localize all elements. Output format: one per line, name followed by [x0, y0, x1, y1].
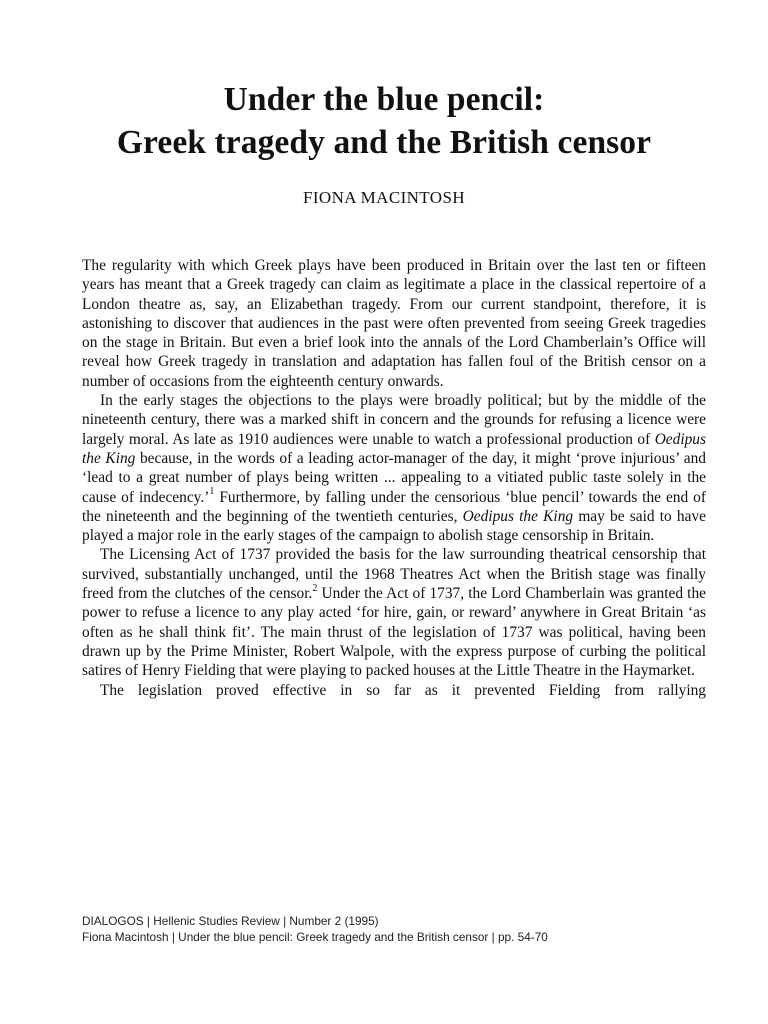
paragraph-3-text-b: Under the Act of 1737, the Lord Chamberlain was granted the power to refuse a licence to any play acted ‘for hire, gain, or reward’ anywhere in Great Britain ‘as often as he shall think fit’. The main thrust of the legislation of 1737 was political, having been drawn up by the Prime Minister, Robert Walpole, with the express purpose of curbing the political satires of Henry Fielding that were playing to packed houses at the Little Theatre in the Haymarket. — [82, 585, 706, 680]
footnote-ref-1[interactable]: 1 — [209, 486, 215, 498]
paragraph-2-text-c: Furthermore, by falling under the censorious ‘blue pencil’ towards the end of the nineteenth and the beginning of the twentieth centuries, — [82, 488, 706, 525]
play-title-italic: Oedipus the King — [462, 507, 574, 525]
footnote-ref-2[interactable]: 2 — [312, 582, 318, 594]
paragraph-2-text-b: because, in the words of a leading actor-manager of the day, it might ‘prove injurious’ and ‘lead to a great number of plays being written ... appealing to a vitiated public taste solely in the cause of indecency.’ — [82, 449, 706, 506]
page-footer — [82, 913, 722, 945]
paragraph-3 — [82, 545, 706, 680]
paragraph-4: The legislation proved effective in so far as it prevented Fielding from rallying — [100, 681, 706, 699]
title-line-1: Under the blue pencil: — [223, 81, 545, 118]
paragraph-2-text-a: In the early stages the objections to the plays were broadly political; but by the middle of the nineteenth century, there was a marked shift in concern and the grounds for refusing a licence were largely moral. As late as 1910 audiences were unable to watch a professional production of — [82, 392, 706, 448]
play-title-italic: Oedipus the King — [82, 430, 706, 467]
title-line-2: Greek tragedy and the British censor — [116, 124, 652, 161]
article-title — [40, 78, 728, 164]
paragraph-3-text-a: The Licensing Act of 1737 provided the basis for the law surrounding theatrical censorship that survived, substantially unchanged, until the 1968 Theatres Act when the British stage was finally freed from the clutches of the censor. — [82, 546, 706, 603]
journal-citation: DIALOGOS | Hellenic Studies Review | Number 2 (1995) — [82, 914, 379, 928]
author-name: FIONA MACINTOSH — [302, 188, 465, 207]
article-citation: Fiona Macintosh | Under the blue pencil: Greek tragedy and the British censor | pp. 54-70 — [82, 930, 548, 944]
paragraph-2 — [82, 391, 706, 545]
paragraph-1: The regularity with which Greek plays have been produced in Britain over the last ten or fifteen years has meant that a Greek tragedy can claim as legitimate a place in the classical repertoire of a London theatre as, say, an Elizabethan tragedy. From our current standpoint, therefore, it is astonishing to discover that audiences in the past were often prevented from seeing Greek tragedies on the stage in Britain. But even a brief look into the annals of the Lord Chamberlain’s Office will reveal how Greek tragedy in translation and adaptation has fallen foul of the British censor on a number of occasions from the eighteenth century onwards. — [82, 257, 706, 390]
paragraph-2-text-d: may be said to have played a major role in the early stages of the campaign to abolish stage censorship in Britain. — [82, 507, 706, 545]
article-body — [82, 256, 706, 700]
